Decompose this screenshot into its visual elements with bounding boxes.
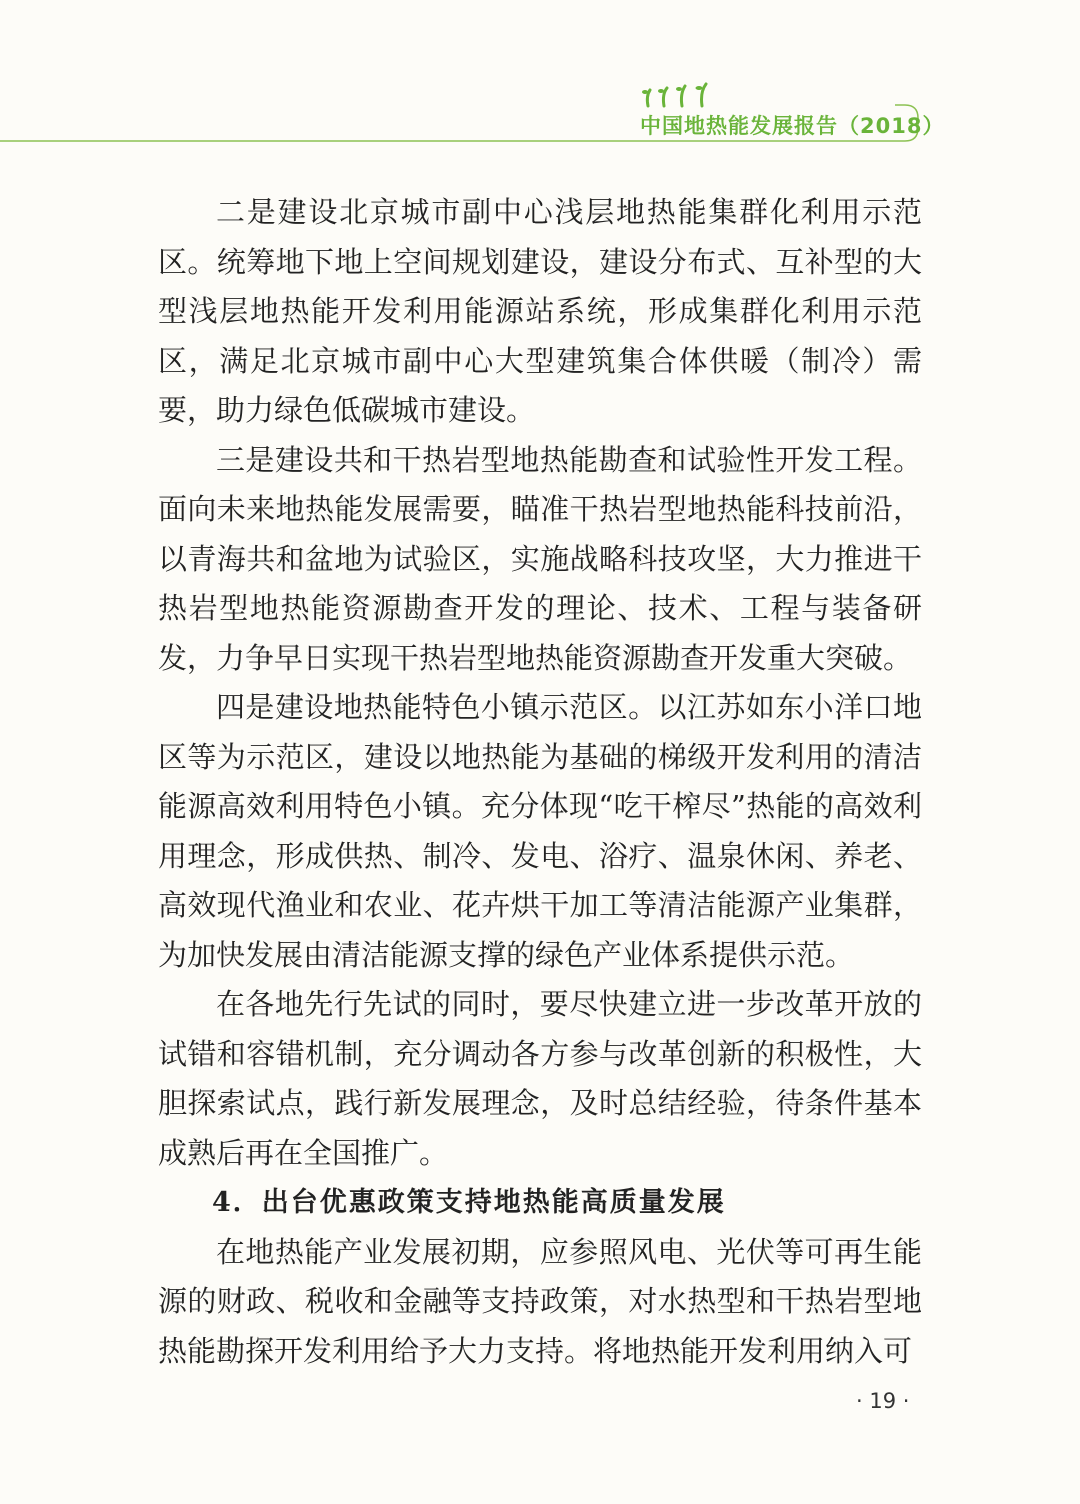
paragraph-policy-support: 在地热能产业发展初期，应参照风电、光伏等可再生能源的财政、税收和金融等支持政策，对水热型和干热岩型地热能勘探开发利用给予大力支持。将地热能开发利用纳入可 xyxy=(158,1234,922,1368)
page-body xyxy=(158,188,922,1376)
report-title: 中国地热能发展报告（2018） xyxy=(640,114,945,138)
paragraph-town-demo: 四是建设地热能特色小镇示范区。以江苏如东小洋口地区等为示范区，建设以地热能为基础的梯级开发利用的清洁能源高效利用特色小镇。充分体现“吃干榨尽”热能的高效利用理念，形成供热、制冷、发电、浴疗、温泉休闲、养老、高效现代渔业和农业、花卉烘干加工等清洁能源产业集群，为加快发展由清洁能源支撑的绿色产业体系提供示范。 xyxy=(158,690,922,972)
paragraph-gonghe-project: 三是建设共和干热岩型地热能勘查和试验性开发工程。面向未来地热能发展需要，瞄准干热岩型地热能科技前沿，以青海共和盆地为试验区，实施战略科技攻坚，大力推进干热岩型地热能资源勘查开发的理论、技术、工程与装备研发，力争早日实现干热岩型地热能资源勘查开发重大突破。 xyxy=(158,442,922,675)
paragraph-beijing-demo: 二是建设北京城市副中心浅层地热能集群化利用示范区。统筹地下地上空间规划建设，建设分布式、互补型的大型浅层地热能开发利用能源站系统，形成集群化利用示范区，满足北京城市副中心大型建筑集合体供暖（制冷）需要，助力绿色低碳城市建设。 xyxy=(158,195,922,427)
page-number: · 19 · xyxy=(856,1389,910,1413)
paragraph-pilot-mechanism: 在各地先行先试的同时，要尽快建立进一步改革开放的试错和容错机制，充分调动各方参与改革创新的积极性，大胆探索试点，践行新发展理念，及时总结经验，待条件基本成熟后再在全国推广。 xyxy=(158,987,922,1170)
page-header xyxy=(0,0,1080,150)
section-heading: 4．出台优惠政策支持地热能高质量发展 xyxy=(212,1187,726,1218)
plant-sprouts-icon xyxy=(640,82,720,108)
